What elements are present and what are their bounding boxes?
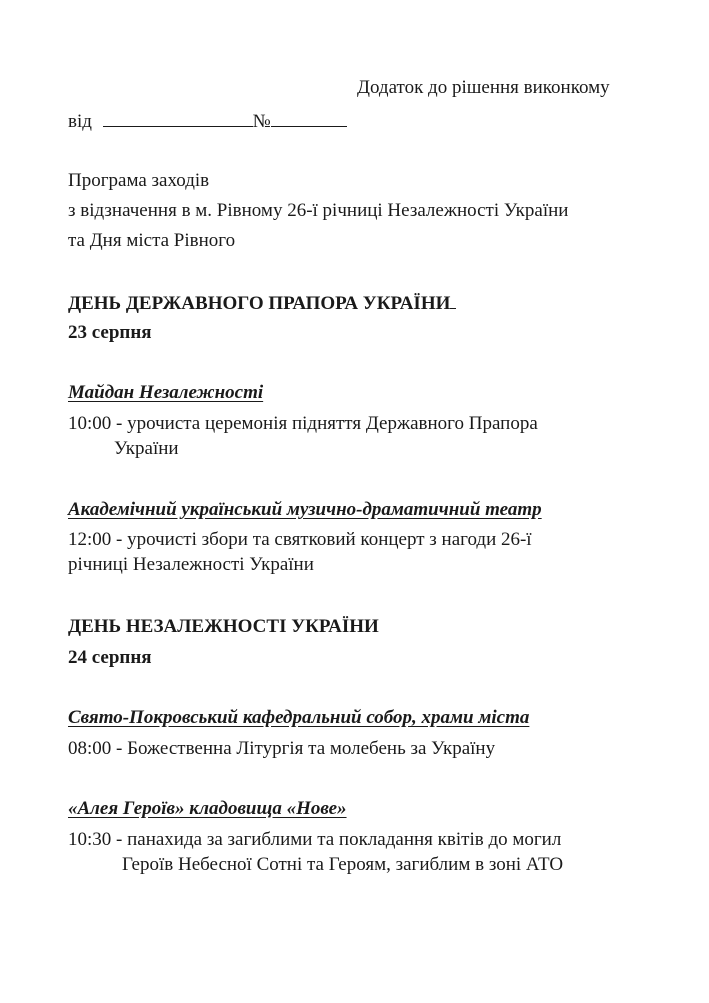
program-title-line3: та Дня міста Рівного: [68, 230, 236, 251]
event-line-continued: України: [114, 438, 179, 459]
venue-title: Майдан Незалежності: [68, 382, 264, 403]
day2-date: 24 серпня: [68, 647, 152, 668]
day1-title: ДЕНЬ ДЕРЖАВНОГО ПРАПОРА УКРАЇНИ: [68, 293, 451, 314]
venue-title: Академічний український музично-драматичний театр: [68, 499, 542, 520]
day1-heading: [68, 290, 456, 316]
date-blank-field: [103, 108, 253, 127]
event-line: 10:00 - урочиста церемонія підняття Державного Прапора: [68, 413, 538, 434]
program-title-line2: з відзначення в м. Рівному 26-ї річниці Незалежності України: [68, 200, 569, 221]
number-label: №: [252, 111, 271, 132]
decision-reference-line: [68, 108, 347, 134]
venue-title: «Алея Героїв» кладовища «Нове»: [68, 798, 347, 819]
venue-title: Свято-Покровський кафедральний собор, храми міста: [68, 707, 530, 728]
event-line-continued: річниці Незалежності України: [68, 554, 314, 575]
event-line-continued: Героїв Небесної Сотні та Героям, загиблим в зоні АТО: [122, 854, 564, 875]
day2-title: ДЕНЬ НЕЗАЛЕЖНОСТІ УКРАЇНИ: [68, 616, 379, 637]
day1-date: 23 серпня: [68, 322, 152, 343]
heading-underscore-mark: [450, 290, 456, 309]
number-blank-field: [271, 108, 347, 127]
from-label: від: [68, 111, 92, 132]
annex-title: Додаток до рішення виконкому: [357, 77, 610, 98]
event-line: 10:30 - панахида за загиблими та покладання квітів до могил: [68, 829, 562, 850]
event-line: 08:00 - Божественна Літургія та молебень за Україну: [68, 738, 496, 759]
event-line: 12:00 - урочисті збори та святковий концерт з нагоди 26-ї: [68, 529, 532, 550]
program-title-line1: Програма заходів: [68, 170, 210, 191]
